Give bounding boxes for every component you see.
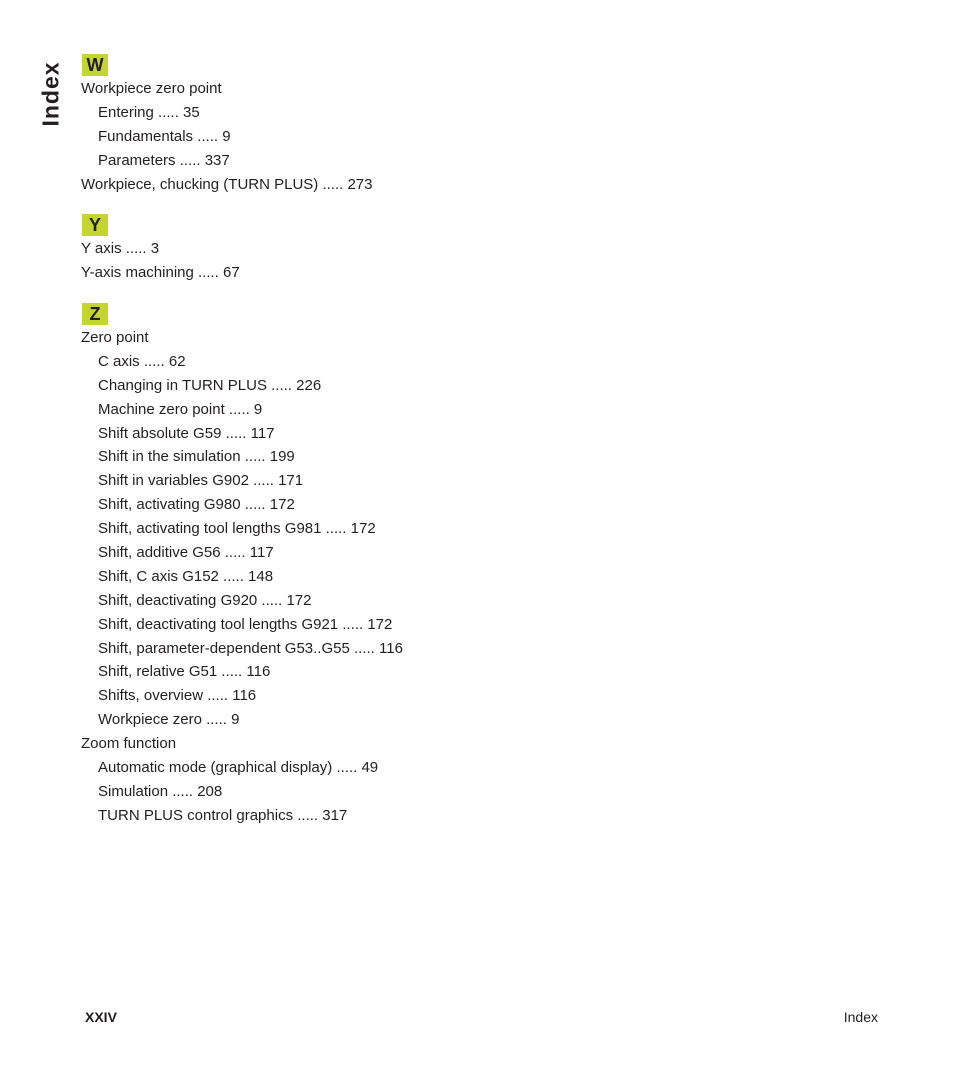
index-section-y <box>81 214 581 285</box>
index-subentry: Simulation ..... 208 <box>98 782 223 800</box>
index-subentry: Changing in TURN PLUS ..... 226 <box>98 376 322 394</box>
page-number: XXIV <box>85 1009 117 1025</box>
index-subentry: Shift in the simulation ..... 199 <box>98 448 295 466</box>
index-subentry: Shift, deactivating G920 ..... 172 <box>98 591 312 609</box>
index-subentry: Shift, relative G51 ..... 116 <box>98 663 271 681</box>
index-subentry: Shift in variables G902 ..... 171 <box>98 472 304 490</box>
index-subentry: Shift, activating G980 ..... 172 <box>98 496 295 514</box>
index-subentry: Shift, parameter-dependent G53..G55 ..... 116 <box>98 639 403 657</box>
index-subentry: Fundamentals ..... 9 <box>98 127 231 145</box>
index-subentry: Shifts, overview ..... 116 <box>98 687 257 705</box>
index-subentry: Workpiece zero ..... 9 <box>98 711 240 729</box>
index-subentry: C axis ..... 62 <box>98 352 186 370</box>
index-entry: Y axis ..... 3 <box>81 240 160 257</box>
index-subentry: Shift absolute G59 ..... 117 <box>98 424 275 442</box>
index-subentry: Parameters ..... 337 <box>98 151 230 169</box>
index-subentry: Shift, C axis G152 ..... 148 <box>98 567 274 585</box>
section-letter: Y <box>82 214 108 236</box>
index-subentry: Automatic mode (graphical display) ..... 49 <box>98 759 379 777</box>
index-entry: Workpiece, chucking (TURN PLUS) ..... 273 <box>81 175 373 193</box>
index-section-w <box>81 54 581 196</box>
index-section-z <box>81 303 581 828</box>
index-subentry: Entering ..... 35 <box>98 103 200 121</box>
index-subentry: Shift, activating tool lengths G981 ..... 172 <box>98 520 376 538</box>
index-subentry: Machine zero point ..... 9 <box>98 400 263 418</box>
footer-section-name: Index <box>843 1009 878 1025</box>
side-title <box>36 58 66 130</box>
index-entry: Zoom function <box>81 735 177 753</box>
section-letter: Z <box>82 303 108 325</box>
section-letter: W <box>82 54 108 76</box>
index-subentry: Shift, deactivating tool lengths G921 ..... 172 <box>98 615 393 633</box>
index-subentry: Shift, additive G56 ..... 117 <box>98 544 274 562</box>
index-entry: Zero point <box>81 329 149 346</box>
index-entry: Y-axis machining ..... 67 <box>81 263 240 281</box>
side-title-text: Index <box>37 61 64 127</box>
index-entry: Workpiece zero point <box>81 80 222 97</box>
index-subentry: TURN PLUS control graphics ..... 317 <box>98 806 348 824</box>
